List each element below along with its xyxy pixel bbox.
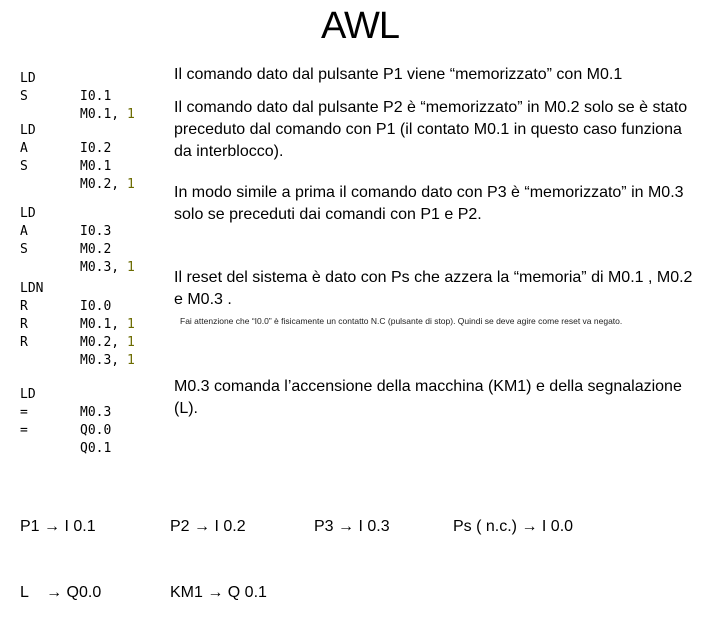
instruction-op: LD bbox=[20, 71, 36, 86]
instruction-arg: M0.3, 1 bbox=[80, 260, 135, 275]
code-row bbox=[0, 187, 170, 239]
footer-col-1 bbox=[20, 472, 101, 626]
instruction-op: R bbox=[20, 335, 28, 350]
block-3-description: In modo simile a prima il comando dato con P3 è “memorizzato” in M0.3 solo se preceduti dai comandi con P1 e P2. bbox=[174, 184, 684, 223]
instruction-op: LD bbox=[20, 206, 36, 221]
footer-mapping: Ps ( n.c.) → I 0.0 bbox=[453, 518, 574, 535]
instruction-arg: Q0.1 bbox=[80, 441, 112, 456]
awl-code-block-4 bbox=[0, 262, 170, 368]
instruction-op: R bbox=[20, 299, 28, 314]
awl-code-block-2 bbox=[0, 104, 170, 192]
footer-mapping: L → Q0.0 bbox=[20, 584, 102, 601]
code-row bbox=[0, 262, 170, 314]
instruction-op: S bbox=[20, 242, 28, 257]
instruction-op: LD bbox=[20, 387, 36, 402]
block-5-description: M0.3 comanda l’accensione della macchina (KM1) e della segnalazione (L). bbox=[174, 378, 682, 417]
instruction-arg: M0.1, 1 bbox=[80, 107, 135, 122]
footer-mapping: P1 → I 0.1 bbox=[20, 518, 96, 535]
instruction-arg: M0.3 bbox=[80, 405, 112, 420]
footer-col-2 bbox=[170, 472, 267, 626]
instruction-arg: I0.3 bbox=[80, 224, 112, 239]
block-1-description: Il comando dato dal pulsante P1 viene “memorizzato” con M0.1 bbox=[174, 66, 623, 83]
code-row bbox=[0, 368, 170, 420]
awl-code-block-3 bbox=[0, 187, 170, 275]
instruction-op: LD bbox=[20, 123, 36, 138]
code-row bbox=[0, 104, 170, 156]
instruction-arg: M0.2, 1 bbox=[80, 177, 135, 192]
instruction-arg: M0.1 bbox=[80, 159, 112, 174]
block-4-note: Fai attenzione che “I0.0” è fisicamente un contatto N.C (pulsante di stop). Quindi se deve agire come reset va negato. bbox=[180, 316, 623, 326]
instruction-op: S bbox=[20, 89, 28, 104]
instruction-arg: I0.0 bbox=[80, 299, 112, 314]
instruction-arg: M0.2 bbox=[80, 242, 112, 257]
instruction-arg: I0.1 bbox=[80, 89, 112, 104]
instruction-op: LDN bbox=[20, 281, 44, 296]
block-4-description: Il reset del sistema è dato con Ps che azzera la “memoria” di M0.1 , M0.2 e M0.3 . bbox=[174, 269, 693, 308]
footer-mapping: P2 → I 0.2 bbox=[170, 518, 246, 535]
instruction-op: = bbox=[20, 423, 28, 438]
footer-col-3 bbox=[314, 472, 390, 560]
instruction-op: A bbox=[20, 141, 28, 156]
code-row bbox=[0, 52, 170, 104]
footer-mapping: KM1 → Q 0.1 bbox=[170, 584, 267, 601]
instruction-arg: M0.1, 1 bbox=[80, 317, 135, 332]
instruction-op: = bbox=[20, 405, 28, 420]
instruction-op: A bbox=[20, 224, 28, 239]
awl-code-block-1 bbox=[0, 52, 170, 122]
footer-mapping: P3 → I 0.3 bbox=[314, 518, 390, 535]
instruction-op: S bbox=[20, 159, 28, 174]
instruction-arg: M0.2, 1 bbox=[80, 335, 135, 350]
instruction-arg: I0.2 bbox=[80, 141, 112, 156]
page-title: AWL bbox=[321, 5, 399, 47]
footer-col-4 bbox=[453, 472, 573, 560]
block-2-description: Il comando dato dal pulsante P2 è “memorizzato” in M0.2 solo se è stato preceduto dal comando con P1 (il contato M0.1 in questo caso funziona da interblocco). bbox=[174, 99, 688, 160]
instruction-op: R bbox=[20, 317, 28, 332]
awl-code-block-5 bbox=[0, 368, 170, 456]
instruction-arg: M0.3, 1 bbox=[80, 353, 135, 368]
instruction-arg: Q0.0 bbox=[80, 423, 112, 438]
